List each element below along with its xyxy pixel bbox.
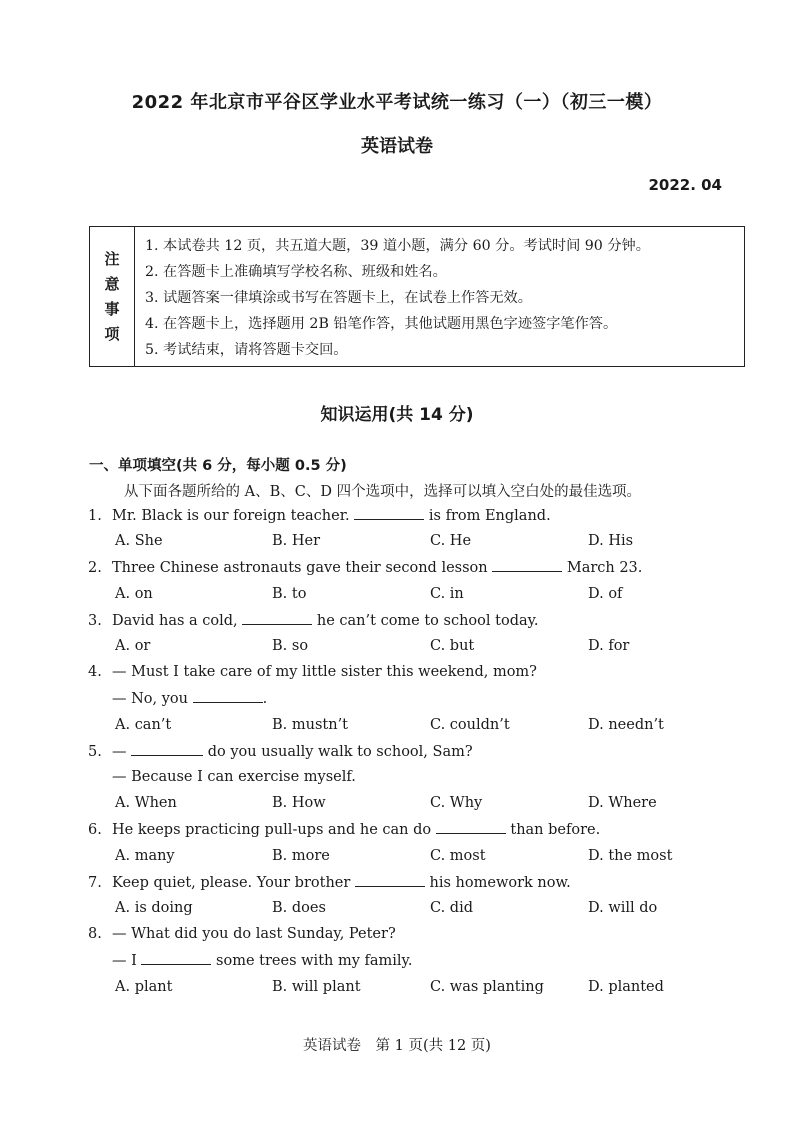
answer-option: D. planted — [588, 978, 664, 995]
answer-blank — [242, 612, 312, 625]
question-text: He keeps practicing pull-ups and he can do — [112, 822, 436, 839]
question-text: — Because I can exercise myself. — [112, 769, 356, 785]
question-text: than before. — [505, 822, 601, 839]
answer-option: D. Where — [588, 795, 657, 812]
question-text: Keep quiet, please. Your brother — [112, 874, 355, 891]
part-heading: 一、单项填空(共 6 分，每小题 0.5 分) — [89, 458, 347, 474]
notice-heading-char: 意 — [104, 274, 120, 293]
question-text: his homework now. — [424, 874, 571, 891]
page-footer: 英语试卷 第 1 页(共 12 页) — [303, 1038, 491, 1054]
notice-item: 4. 在答题卡上，选择题用 2B 铅笔作答，其他试题用黑色字迹签字笔作答。 — [145, 316, 618, 332]
question-stem — [88, 559, 642, 576]
answer-option: B. How — [272, 795, 326, 812]
answer-blank — [355, 874, 425, 887]
answer-option: A. or — [115, 638, 151, 654]
answer-option: B. to — [272, 585, 307, 602]
question-text: — I — [112, 953, 142, 970]
question-text: do you usually walk to school, Sam? — [203, 743, 473, 760]
question-stem — [88, 507, 551, 524]
section-title: 知识运用(共 14 分) — [320, 405, 474, 425]
exam-date: 2022. 04 — [648, 176, 722, 194]
question-text: — Must I take care of my little sister this weekend, mom? — [112, 664, 537, 681]
answer-option: A. on — [115, 585, 153, 602]
answer-blank — [131, 743, 203, 756]
answer-blank — [436, 821, 506, 834]
notice-list — [135, 227, 744, 366]
answer-option: B. will plant — [272, 978, 361, 995]
answer-blank — [141, 952, 211, 965]
notice-heading-char: 注 — [104, 249, 120, 268]
answer-option: C. most — [430, 847, 486, 864]
question-text: he can’t come to school today. — [312, 612, 539, 629]
question-stem — [88, 612, 539, 629]
notice-item: 3. 试题答案一律填涂或书写在答题卡上，在试卷上作答无效。 — [145, 290, 532, 306]
answer-option: A. plant — [115, 978, 173, 995]
answer-option: D. for — [588, 638, 630, 654]
notice-heading-char: 事 — [104, 299, 120, 318]
answer-option: D. needn’t — [588, 716, 664, 733]
part-instruction: 从下面各题所给的 A、B、C、D 四个选项中，选择可以填入空白处的最佳选项。 — [124, 484, 642, 500]
question-stem — [88, 664, 537, 680]
answer-option: B. does — [272, 900, 326, 916]
question-number: 8. — [88, 926, 102, 943]
notice-item: 5. 考试结束，请将答题卡交回。 — [145, 342, 348, 358]
question-stem — [88, 821, 600, 838]
answer-option: A. can’t — [115, 716, 172, 733]
answer-option: C. was planting — [430, 978, 544, 995]
answer-option: A. She — [115, 533, 163, 550]
answer-option: D. His — [588, 533, 634, 550]
answer-option: A. When — [115, 795, 177, 812]
question-stem — [88, 690, 267, 707]
notice-box — [89, 226, 745, 367]
answer-option: C. He — [430, 533, 472, 550]
answer-option: A. many — [115, 847, 175, 864]
question-number: 4. — [88, 664, 102, 681]
question-stem — [88, 769, 356, 785]
answer-option: C. Why — [430, 795, 483, 812]
question-text: — — [112, 743, 132, 760]
notice-item: 2. 在答题卡上准确填写学校名称、班级和姓名。 — [145, 264, 447, 280]
question-number: 1. — [88, 508, 102, 524]
answer-option: C. couldn’t — [430, 716, 510, 733]
question-number: 2. — [88, 560, 102, 577]
question-stem — [88, 952, 412, 969]
question-stem — [88, 926, 396, 942]
question-text: David has a cold, — [112, 612, 243, 629]
answer-option: C. in — [430, 585, 464, 602]
answer-option: B. more — [272, 847, 330, 864]
answer-option: D. will do — [588, 900, 658, 916]
answer-blank — [492, 559, 562, 572]
question-number: 7. — [88, 874, 102, 891]
answer-option: A. is doing — [115, 900, 193, 916]
notice-heading — [90, 227, 135, 366]
question-text: March 23. — [562, 560, 643, 577]
exam-title: 2022 年北京市平谷区学业水平考试统一练习（一）（初三一模） — [131, 92, 663, 113]
question-text: some trees with my family. — [211, 953, 413, 970]
question-stem — [88, 743, 473, 760]
question-stem — [88, 874, 571, 891]
answer-option: B. Her — [272, 533, 321, 550]
notice-item: 1. 本试卷共 12 页，共五道大题，39 道小题，满分 60 分。考试时间 90 分钟。 — [145, 238, 650, 254]
question-text: is from England. — [424, 508, 551, 524]
question-text: Three Chinese astronauts gave their second lesson — [112, 560, 493, 577]
exam-subtitle: 英语试卷 — [361, 136, 433, 157]
notice-heading-char: 项 — [104, 324, 120, 343]
answer-blank — [354, 507, 424, 520]
question-text: — What did you do last Sunday, Peter? — [112, 926, 396, 943]
answer-option: B. mustn’t — [272, 716, 349, 733]
question-number: 3. — [88, 612, 102, 629]
answer-option: B. so — [272, 638, 309, 654]
answer-option: C. did — [430, 900, 473, 916]
answer-option: D. of — [588, 585, 623, 602]
answer-blank — [193, 690, 263, 703]
question-text: . — [262, 691, 268, 708]
answer-option: D. the most — [588, 847, 673, 864]
question-number: 6. — [88, 822, 102, 839]
answer-option: C. but — [430, 638, 475, 654]
question-text: — No, you — [112, 691, 193, 708]
question-number: 5. — [88, 743, 102, 760]
question-text: Mr. Black is our foreign teacher. — [112, 508, 355, 524]
